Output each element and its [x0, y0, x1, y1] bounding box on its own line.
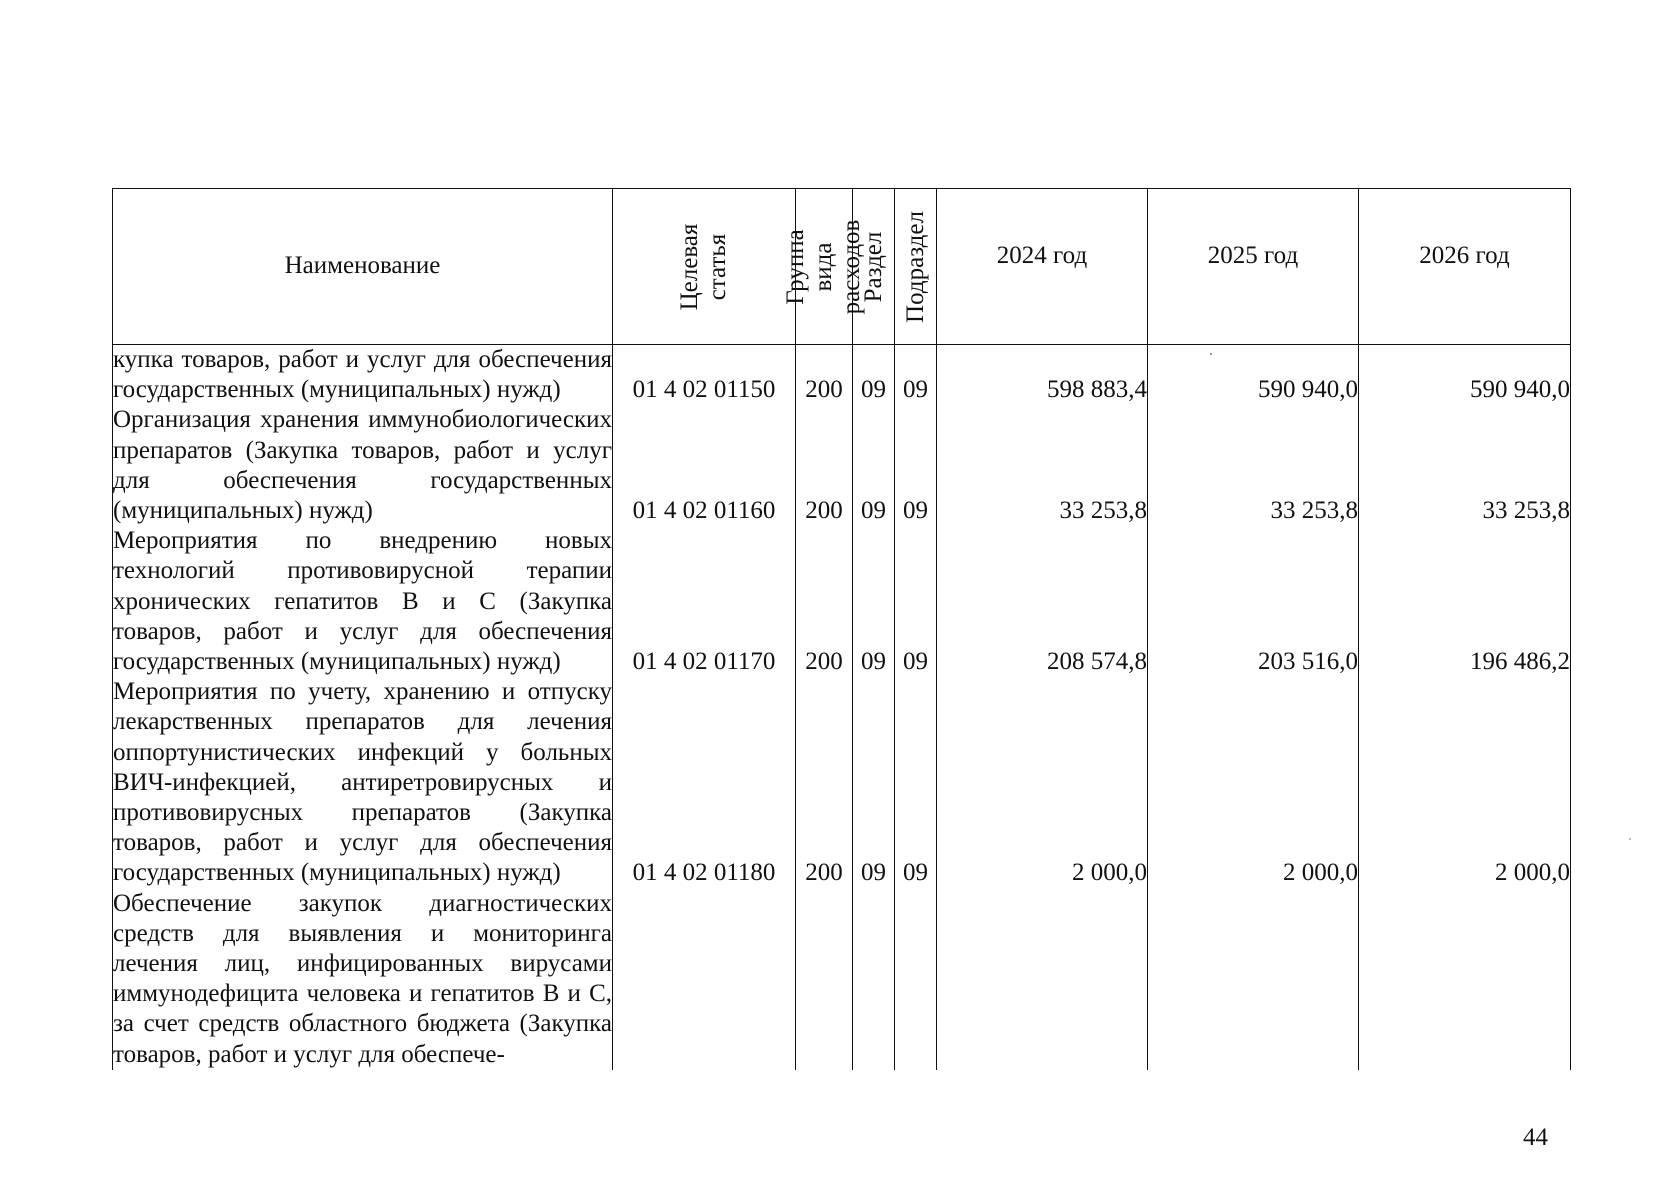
- header-year-2026: 2026 год: [1359, 189, 1571, 345]
- row-amount-2025: 590 940,0: [1148, 345, 1359, 406]
- row-expense-group: 200: [796, 345, 853, 406]
- row-section: 09: [853, 345, 895, 406]
- row-amount-2026: 2 000,0: [1359, 677, 1571, 888]
- row-target-article: [613, 889, 796, 1070]
- row-section: 09: [853, 526, 895, 677]
- row-amount-2025: 2 000,0: [1148, 677, 1359, 888]
- header-year-2025: 2025 год: [1148, 189, 1359, 345]
- row-name: Мероприятия по учету, хранению и отпуску лекарственных препаратов для лечения оппортунистических инфекций у больных ВИЧ-инфекцией, антиретровирусных и противовирусных препаратов (Закупка товаров, работ и услуг для обеспечения государственных (муниципальных) нужд): [113, 677, 613, 888]
- row-name: Мероприятия по внедрению новых технологий противовирусной терапии хронических гепатитов В и С (Закупка товаров, работ и услуг для обеспечения государственных (муниципальных) нужд): [113, 526, 613, 677]
- header-target-article: Целевая статья: [613, 189, 796, 345]
- row-expense-group: 200: [796, 405, 853, 526]
- row-section: [853, 889, 895, 1070]
- row-target-article: 01 4 02 01180: [613, 677, 796, 888]
- row-amount-2026: 590 940,0: [1359, 345, 1571, 406]
- row-expense-group: 200: [796, 526, 853, 677]
- row-amount-2024: [937, 889, 1148, 1070]
- row-name: Обеспечение закупок диагностических средств для выявления и мониторинга лечения лиц, инфицированных вирусами иммунодефицита человека и гепатитов В и С, за счет средств областного бюджета (Закупка товаров, работ и услуг для обеспече-: [113, 889, 613, 1070]
- row-expense-group: 200: [796, 677, 853, 888]
- row-amount-2025: [1148, 889, 1359, 1070]
- page-number: 44: [1523, 1124, 1548, 1151]
- row-expense-group: [796, 889, 853, 1070]
- row-subsection: 09: [895, 345, 937, 406]
- header-expense-group: Группа вида расходов: [796, 189, 853, 345]
- row-amount-2025: 33 253,8: [1148, 405, 1359, 526]
- row-amount-2025: 203 516,0: [1148, 526, 1359, 677]
- row-target-article: 01 4 02 01150: [613, 345, 796, 406]
- header-name: Наименование: [113, 189, 613, 345]
- table-row: [113, 345, 1571, 406]
- row-amount-2024: 2 000,0: [937, 677, 1148, 888]
- budget-table: [112, 188, 1571, 1070]
- header-year-2024: 2024 год: [937, 189, 1148, 345]
- row-target-article: 01 4 02 01170: [613, 526, 796, 677]
- table-header-row: [113, 189, 1571, 345]
- row-section: 09: [853, 405, 895, 526]
- row-name: купка товаров, работ и услуг для обеспечения государственных (муниципальных) нужд): [113, 345, 613, 406]
- table-row: [113, 526, 1571, 677]
- row-amount-2024: 598 883,4: [937, 345, 1148, 406]
- table-row: [113, 405, 1571, 526]
- row-amount-2024: 33 253,8: [937, 405, 1148, 526]
- scan-speck: [1210, 353, 1212, 355]
- table-row-continued: [113, 889, 1571, 1070]
- header-section: Раздел: [853, 189, 895, 345]
- row-amount-2024: 208 574,8: [937, 526, 1148, 677]
- table-row: [113, 677, 1571, 888]
- row-subsection: 09: [895, 526, 937, 677]
- row-subsection: 09: [895, 677, 937, 888]
- row-subsection: [895, 889, 937, 1070]
- header-subsection: Подраздел: [895, 189, 937, 345]
- row-target-article: 01 4 02 01160: [613, 405, 796, 526]
- row-amount-2026: 33 253,8: [1359, 405, 1571, 526]
- row-amount-2026: 196 486,2: [1359, 526, 1571, 677]
- row-name: Организация хранения иммунобиологических препаратов (Закупка товаров, работ и услуг для обеспечения государственных (муниципальных) нужд): [113, 405, 613, 526]
- row-amount-2026: [1359, 889, 1571, 1070]
- row-section: 09: [853, 677, 895, 888]
- scan-speck: [1629, 838, 1631, 840]
- row-subsection: 09: [895, 405, 937, 526]
